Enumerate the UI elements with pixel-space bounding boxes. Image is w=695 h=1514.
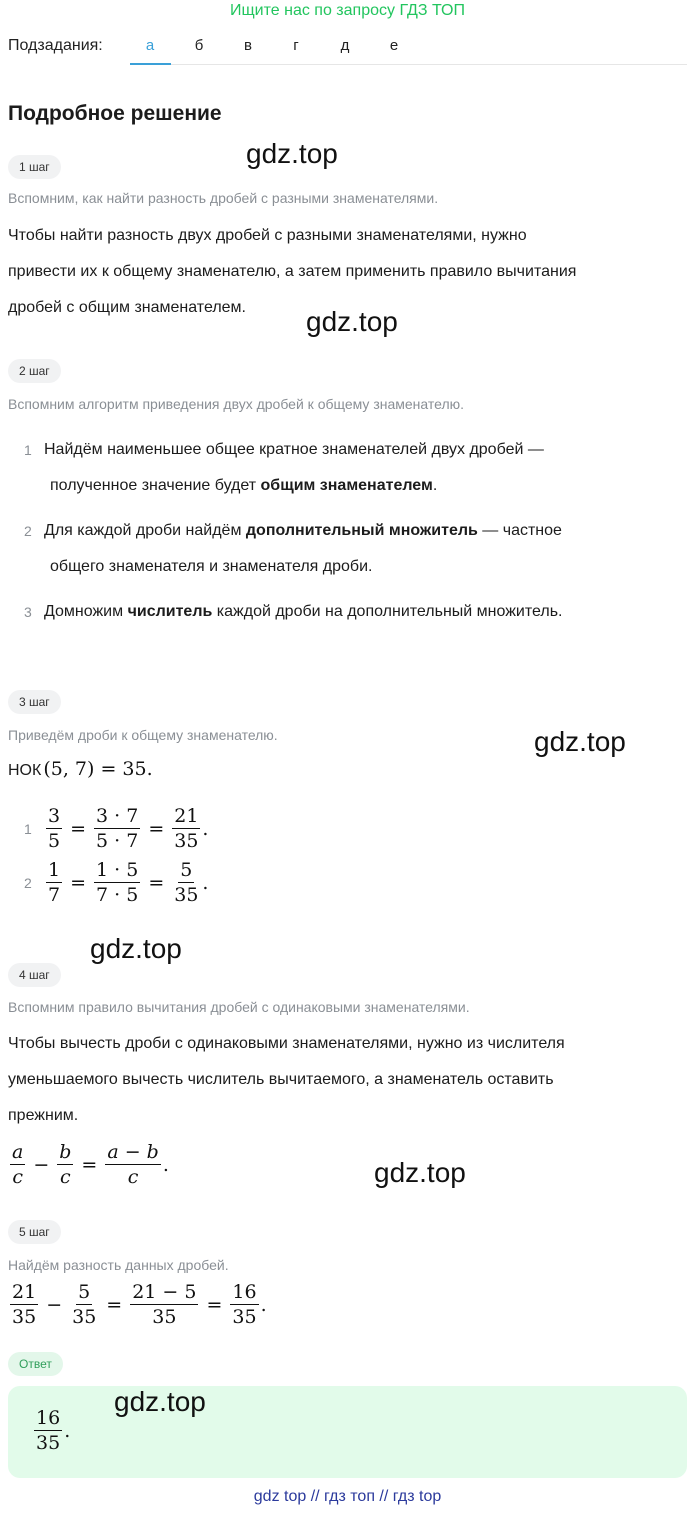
watermark: gdz.top <box>90 933 182 964</box>
answer-fraction: $\frac{16}{35}$ . <box>36 1407 71 1454</box>
active-tab-indicator <box>130 63 171 65</box>
answer-box <box>8 1386 687 1478</box>
watermark: gdz.top <box>374 1157 466 1188</box>
list-item-text: Найдём наименьшее общее кратное знаменателей двух дробей — <box>44 441 544 458</box>
list-item-text: Домножим числитель каждой дроби на дополнительный множитель. <box>44 603 563 620</box>
list-item-text: Для каждой дроби найдём дополнительный множитель — частное <box>44 522 562 539</box>
step-4-line-3: прежним. <box>8 1107 79 1124</box>
step-1-badge: 1 шаг <box>8 155 61 179</box>
list-item-text: общего знаменателя и знаменателя дроби. <box>50 558 373 575</box>
step-1-line-1: Чтобы найти разность двух дробей с разными знаменателями, нужно <box>8 227 527 244</box>
promo-banner[interactable]: Ищите нас по запросу ГДЗ ТОП <box>230 2 465 19</box>
tabs-divider <box>130 64 687 65</box>
list-item-number: 2 <box>24 523 32 539</box>
tab-g[interactable]: г <box>293 37 299 54</box>
step-3-badge: 3 шаг <box>8 690 61 714</box>
tab-a[interactable]: а <box>145 37 155 54</box>
step-3-note: Приведём дроби к общему знаменателю. <box>8 727 278 743</box>
tab-b[interactable]: б <box>194 37 204 54</box>
page-title: Подробное решение <box>8 102 222 125</box>
watermark: gdz.top <box>534 726 626 757</box>
math-row: $\frac{3}{5}$ = $\frac{3 \cdot 7}{5 \cdot 7}$ = $\frac{21}{35}$ . <box>48 805 209 852</box>
step-4-note: Вспомним правило вычитания дробей с одинаковыми знаменателями. <box>8 999 470 1015</box>
answer-badge: Ответ <box>8 1352 63 1376</box>
list-item-number: 1 <box>24 442 32 458</box>
step-5-note: Найдём разность данных дробей. <box>8 1257 229 1273</box>
step-4-line-1: Чтобы вычесть дроби с одинаковыми знаменателями, нужно из числителя <box>8 1035 565 1052</box>
step-1-line-2: привести их к общему знаменателю, а затем применить правило вычитания <box>8 263 577 280</box>
step-2-badge: 2 шаг <box>8 359 61 383</box>
tab-d[interactable]: д <box>340 37 350 54</box>
tab-e[interactable]: е <box>389 37 399 54</box>
watermark: gdz.top <box>246 138 338 169</box>
subtraction-rule-formula: $\frac{a}{c}$ − $\frac{b}{c}$ = $\frac{a - b}{c}$ . <box>12 1141 169 1188</box>
step-1-note: Вспомним, как найти разность дробей с разными знаменателями. <box>8 190 439 206</box>
watermark: gdz.top <box>306 306 398 337</box>
step-4-badge: 4 шаг <box>8 963 61 987</box>
step-5-badge: 5 шаг <box>8 1220 61 1244</box>
nok-expression: НОК (5, 7) = 35. <box>8 758 153 780</box>
math-row: $\frac{1}{7}$ = $\frac{1 \cdot 5}{7 \cdot 5}$ = $\frac{5}{35}$ . <box>48 859 209 906</box>
math-row-number: 1 <box>24 821 32 837</box>
watermark: gdz.top <box>114 1386 206 1417</box>
list-item-text: полученное значение будет общим знаменателем. <box>50 477 438 494</box>
step-2-note: Вспомним алгоритм приведения двух дробей к общему знаменателю. <box>8 396 465 412</box>
math-row-number: 2 <box>24 875 32 891</box>
step-4-line-2: уменьшаемого вычесть числитель вычитаемого, а знаменатель оставить <box>8 1071 554 1088</box>
subtasks-label: Подзадания: <box>8 37 103 54</box>
difference-calculation: $\frac{21}{35}$ − $\frac{5}{35}$ = $\frac{21 - 5}{35}$ = $\frac{16}{35}$ . <box>12 1281 267 1328</box>
tab-v[interactable]: в <box>244 37 252 54</box>
step-1-line-3: дробей с общим знаменателем. <box>8 299 246 316</box>
footer-links[interactable]: gdz top // гдз топ // гдз top <box>253 1488 442 1505</box>
list-item-number: 3 <box>24 604 32 620</box>
